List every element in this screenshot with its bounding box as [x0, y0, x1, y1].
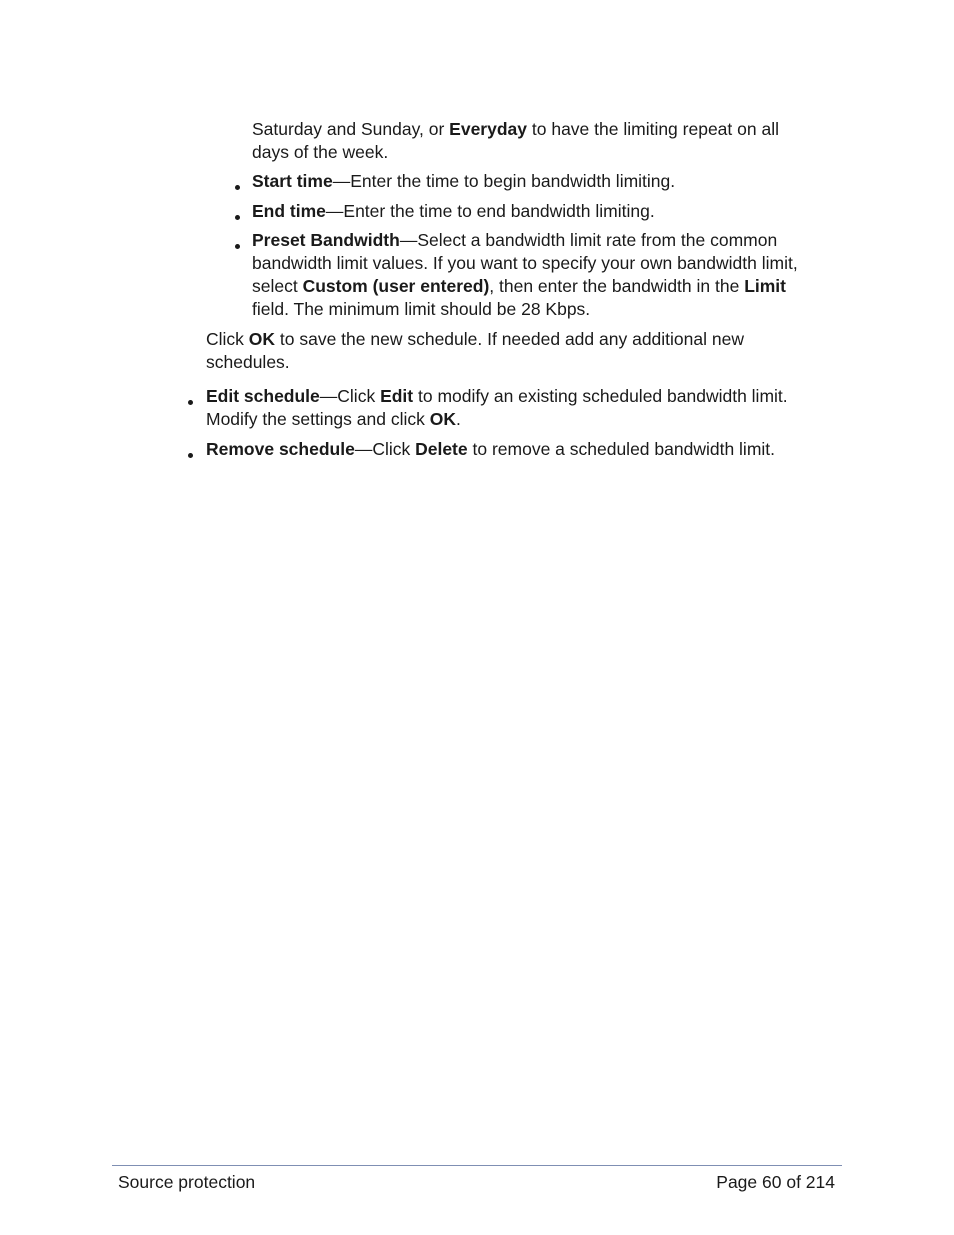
bullet-dot	[188, 400, 193, 405]
bullet-edit-schedule	[206, 385, 788, 431]
continuation-paragraph	[252, 118, 779, 164]
sub-bullet-start-time: Start time—Enter the time to begin bandwidth limiting.	[252, 171, 676, 191]
preset-line-3: select Custom (user entered), then enter the bandwidth in the Limit	[252, 276, 786, 296]
footer-divider	[112, 1165, 842, 1166]
limit-term: Limit	[744, 276, 786, 296]
edit-schedule-line-2: Modify the settings and click OK.	[206, 409, 461, 429]
edit-schedule-term: Edit schedule	[206, 386, 320, 406]
remove-schedule-term: Remove schedule	[206, 439, 355, 459]
bullet-remove-schedule: Remove schedule—Click Delete to remove a scheduled bandwidth limit.	[206, 439, 776, 459]
click-ok-line-2: schedules.	[206, 352, 290, 372]
ok-term: OK	[429, 409, 456, 429]
bullet-dot	[235, 244, 240, 249]
preset-bandwidth-term: Preset Bandwidth	[252, 230, 400, 250]
everyday-term: Everyday	[449, 119, 528, 139]
bullet-dot	[235, 185, 240, 190]
start-time-term: Start time	[252, 171, 333, 191]
ok-term: OK	[248, 329, 276, 349]
footer-section-title: Source protection	[118, 1172, 256, 1192]
footer-page-number: Page 60 of 214	[716, 1172, 835, 1192]
bullet-dot	[235, 215, 240, 220]
edit-schedule-line-1: Edit schedule—Click Edit to modify an existing scheduled bandwidth limit.	[206, 386, 788, 406]
click-ok-paragraph	[206, 328, 744, 374]
end-time-term: End time	[252, 201, 326, 221]
edit-term: Edit	[380, 386, 414, 406]
bullet-dot	[188, 453, 193, 458]
delete-term: Delete	[415, 439, 468, 459]
sub-bullet-end-time: End time—Enter the time to end bandwidth limiting.	[252, 201, 655, 221]
preset-line-2: bandwidth limit values. If you want to specify your own bandwidth limit,	[252, 253, 798, 273]
preset-line-1: Preset Bandwidth—Select a bandwidth limit rate from the common	[252, 230, 778, 250]
preset-line-4: field. The minimum limit should be 28 Kbps.	[252, 299, 591, 319]
sub-bullet-preset-bandwidth	[252, 229, 798, 321]
continuation-line-1: Saturday and Sunday, or Everyday to have the limiting repeat on all	[252, 119, 779, 139]
click-ok-line-1: Click OK to save the new schedule. If needed add any additional new	[206, 329, 744, 349]
continuation-line-2: days of the week.	[252, 142, 389, 162]
custom-user-entered-term: Custom (user entered)	[302, 276, 490, 296]
